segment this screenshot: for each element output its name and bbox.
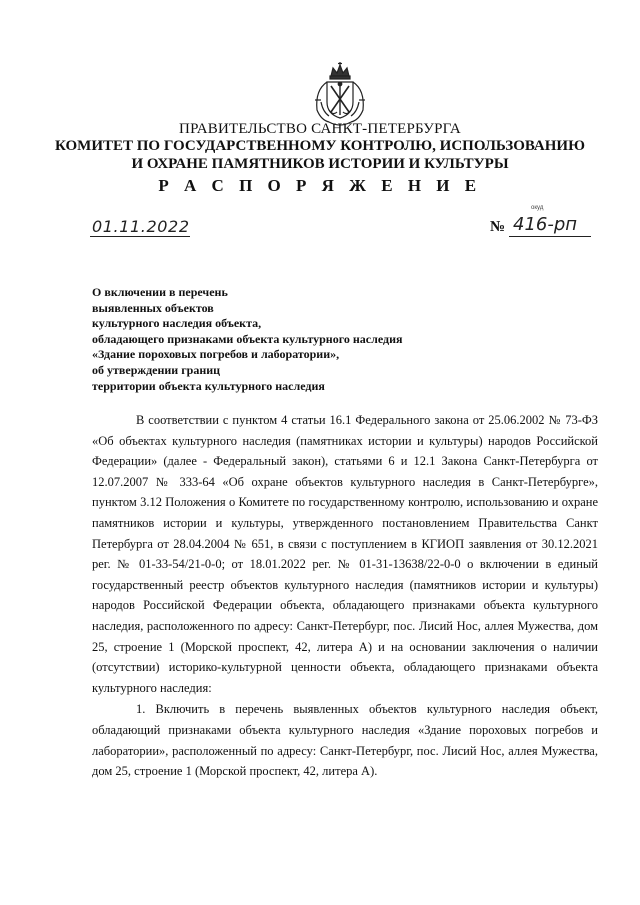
date-underline bbox=[90, 236, 190, 237]
preamble-paragraph: В соответствии с пунктом 4 статьи 16.1 Федерального закона от 25.06.2002 № 73-ФЗ «Об объектах культурного наследия (памятниках истории и культуры) народов Российской Федерации» (далее - Федеральный закон), статьями 6 и 12.1 Закона Санкт-Петербурга от 12.07.2007 № 333-64 «Об охране объектов культурного наследия в Санкт-Петербурге», пунктом 3.12 Положения о Комитете по государственному контролю, использованию и охране памятников истории и культуры, утвержденного постановлением Правительства Санкт Петербурга от 28.04.2004 № 651, в связи с поступлением в КГИОП заявления от 30.12.2021 рег. № 01-33-54/21-0-0; от 18.01.2022 рег. № 01-31-13638/22-0-0 о включении в единый государственный реестр объектов культурного наследия (памятников истории и культуры) народов Российской Федерации объекта, обладающего признаками объекта культурного наследия, расположенного по адресу: Санкт-Петербург, пос. Лисий Нос, аллея Мужества, дом 25, строение 1 (Морской проспект, 42, литера А) и на основании заключения о наличии (отсутствии) историко-культурной ценности объекта, обладающего признаками объекта культурного наследия: bbox=[92, 413, 598, 695]
okud-label: окуд bbox=[531, 205, 544, 211]
subject-line: «Здание пороховых погребов и лаборатории», bbox=[92, 347, 340, 362]
subject-line: выявленных объектов bbox=[92, 300, 214, 315]
document-body bbox=[92, 410, 598, 782]
subject-line: об утверждении границ bbox=[92, 362, 221, 377]
subject-line: культурного наследия объекта, bbox=[92, 316, 262, 331]
subject-line: территории объекта культурного наследия bbox=[92, 378, 325, 393]
committee-title-line1: КОМИТЕТ ПО ГОСУДАРСТВЕННОМУ КОНТРОЛЮ, ИСПОЛЬЗОВАНИЮ bbox=[55, 138, 585, 154]
government-title: ПРАВИТЕЛЬСТВО САНКТ-ПЕТЕРБУРГА bbox=[179, 121, 461, 137]
document-number: 416-рп bbox=[513, 214, 578, 235]
document-date: 01.11.2022 bbox=[92, 217, 190, 236]
number-underline bbox=[509, 236, 591, 237]
document-subject bbox=[92, 285, 402, 394]
subject-line: обладающего признаками объекта культурного наследия bbox=[92, 331, 403, 346]
coat-of-arms-icon bbox=[309, 62, 371, 128]
clause-1-paragraph: 1. Включить в перечень выявленных объектов культурного наследия объект, обладающий признаками объекта культурного наследия «Здание пороховых погребов и лаборатории», расположенный по адресу: Санкт-Петербург, пос. Лисий Нос, аллея Мужества, дом 25, строение 1 (Морской проспект, 42, литера А). bbox=[92, 702, 598, 779]
subject-line: О включении в перечень bbox=[92, 285, 228, 299]
number-sign: № bbox=[490, 219, 506, 235]
document-type-title: Р А С П О Р Я Ж Е Н И Е bbox=[158, 176, 482, 195]
committee-title-line2: И ОХРАНЕ ПАМЯТНИКОВ ИСТОРИИ И КУЛЬТУРЫ bbox=[131, 156, 509, 172]
